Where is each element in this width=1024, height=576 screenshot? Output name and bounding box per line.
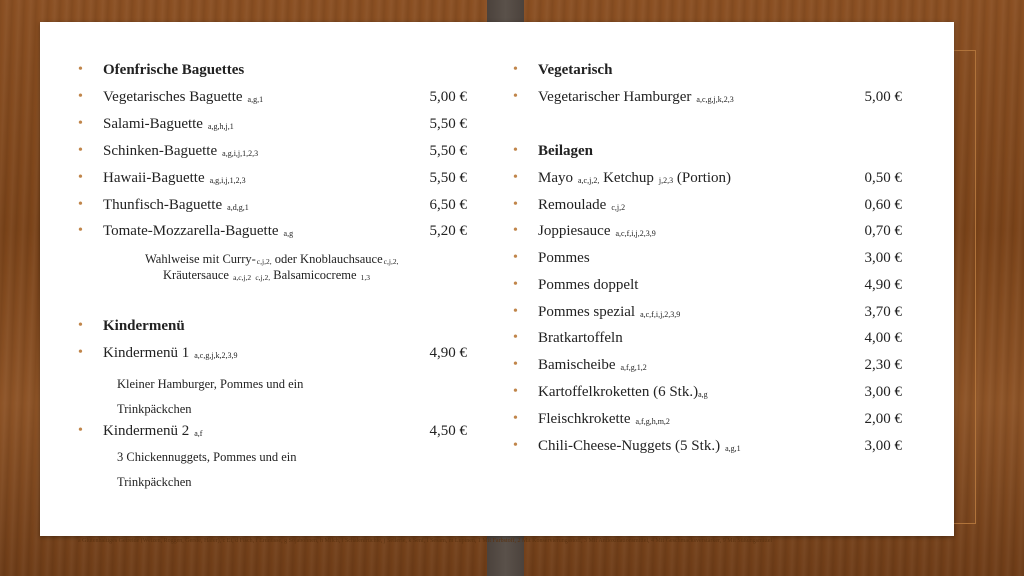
bullet-icon: • — [513, 357, 518, 372]
bullet-icon: • — [78, 89, 83, 104]
price: 6,50 € — [429, 197, 467, 213]
menu-item-chili-cheese-nuggets: • Chili-Cheese-Nuggets (5 Stk.) a,g,1 3,00 € — [513, 435, 902, 457]
bullet-icon: • — [513, 170, 518, 185]
menu-item-kindermenu-2: • Kindermenü 2 a,f 4,50 € — [78, 420, 467, 442]
bullet-icon: • — [78, 170, 83, 185]
menu-item-pommes: • Pommes 3,00 € — [513, 247, 902, 269]
menu-item-bamischeibe: • Bamischeibe a,f,g,1,2 2,30 € — [513, 354, 902, 376]
price: 0,70 € — [864, 223, 902, 239]
price: 4,90 € — [864, 277, 902, 293]
menu-item-thunfisch-baguette: • Thunfisch-Baguette a,d,g,1 6,50 € — [78, 194, 467, 216]
price: 2,30 € — [864, 357, 902, 373]
bullet-icon: • — [78, 116, 83, 131]
bullet-icon: • — [513, 384, 518, 399]
allergen-footnote: a Glutenhaltiges Getreide (Weizen, Roggen, Gerste, Hafer), c Ei, d Fisch, f Erdnüsse, g Sojabohnen, h Milch, i Schalenfrüchte, j Sellerie, k Senf, l Sesam, m Lupinen, 1 Mit Farbstoff, 2 Mit Konservierungsstoff, 3 Mit Antioxidationsmittel, 4 Mit Geschmacksverstärker, 9 Mit Süßungsmittel — [78, 538, 773, 544]
menu-item-pommes-doppelt: • Pommes doppelt 4,90 € — [513, 274, 902, 296]
sauce-note-line-1: Wahlweise mit Curry-c,j,2, oder Knoblauchsaucec,j,2, — [145, 252, 399, 266]
bullet-icon: • — [78, 197, 83, 212]
bullet-icon: • — [513, 197, 518, 212]
bullet-icon: • — [78, 62, 83, 77]
price: 3,70 € — [864, 304, 902, 320]
price: 3,00 € — [864, 438, 902, 454]
menu-item-salami-baguette: • Salami-Baguette a,g,h,j,1 5,50 € — [78, 113, 467, 135]
price: 4,50 € — [429, 423, 467, 439]
price: 5,00 € — [864, 89, 902, 105]
bullet-icon: • — [78, 345, 83, 360]
bullet-icon: • — [513, 143, 518, 158]
kindermenu-2-description: 3 Chickennuggets, Pommes und ein Trinkpäckchen — [117, 450, 297, 489]
price: 3,00 € — [864, 384, 902, 400]
price: 4,90 € — [429, 345, 467, 361]
price: 0,60 € — [864, 197, 902, 213]
price: 5,50 € — [429, 143, 467, 159]
menu-item-schinken-baguette: • Schinken-Baguette a,g,i,j,1,2,3 5,50 € — [78, 140, 467, 162]
menu-item-mayo-ketchup: • Mayo a,c,j,2, Ketchup j,2,3 (Portion) 0,50 € — [513, 167, 902, 189]
sauce-note-line-2: Kräutersauce a,c,j,2 c,j,2, Balsamicocreme 1,3 — [163, 268, 371, 282]
menu-item-joppiesauce: • Joppiesauce a,c,f,i,j,2,3,9 0,70 € — [513, 220, 902, 242]
price: 5,20 € — [429, 223, 467, 239]
bullet-icon: • — [513, 411, 518, 426]
bullet-icon: • — [78, 223, 83, 238]
price: 4,00 € — [864, 330, 902, 346]
menu-item-bratkartoffeln: • Bratkartoffeln 4,00 € — [513, 327, 902, 349]
menu-card: • Ofenfrische Baguettes • Vegetarisches Baguette a,g,1 5,00 € • Salami-Baguette a,g,h,j,1 5,50 € • Schinken-Baguette a,g,i,j,1,2,3 5,50 € • Hawaii-Baguette a,g,i,j,1,2,3 5,50 € • Thunfisch-Baguette a,d,g,1 6,50 € • Tomate-Mozzarella-Baguette a,g 5,20 € Wahlweise mit Curry-c,j,2, oder Knoblauchsaucec,j,2, Kräutersauce a,c,j,2 c,j,2, Balsamicocreme 1,3 • Kindermenü • Kindermenü 1 a,c,g,j,k,2,3,9 4,90 € Kleiner Hamburger, Pommes und ein Trinkpäckchen • Kindermenü 2 a,f 4,50 € 3 Chickennuggets, Pommes und ein Trinkpäckchen • Vegetarisch • Vegetarischer Hamburger a,c,g,j,k,2,3 5,00 € • Beilagen • Mayo a,c,j,2, Ketchup j,2,3 (Portion) 0,50 € • Remoulade c,j,2 0,60 € • Joppiesauce a,c,f,i,j,2,3,9 0,70 € • Pommes 3,00 € • Pommes doppelt 4,90 € • Pommes spezial a,c,f,i,j,2,3,9 3,70 € • Bratkartoffeln 4,00 € • Bamischeibe a,f,g,1,2 2,30 € • Kartoffelkroketten (6 Stk.)a,g 3,00 € • Fleischkrokette a,f,g,h,m,2 2,00 € • Chili-Cheese-Nuggets (5 Stk.) a,g,1 3,00 € — [40, 22, 954, 536]
price: 2,00 € — [864, 411, 902, 427]
menu-item-pommes-spezial: • Pommes spezial a,c,f,i,j,2,3,9 3,70 € — [513, 301, 902, 323]
bullet-icon: • — [513, 250, 518, 265]
bullet-icon: • — [513, 89, 518, 104]
bullet-icon: • — [78, 423, 83, 438]
kindermenu-1-description: Kleiner Hamburger, Pommes und ein Trinkpäckchen — [117, 377, 304, 416]
menu-item-tomate-mozzarella-baguette: • Tomate-Mozzarella-Baguette a,g 5,20 € — [78, 220, 467, 242]
bullet-icon: • — [513, 223, 518, 238]
menu-item-remoulade: • Remoulade c,j,2 0,60 € — [513, 194, 902, 216]
price: 5,50 € — [429, 116, 467, 132]
bullet-icon: • — [513, 62, 518, 77]
price: 5,00 € — [429, 89, 467, 105]
menu-item-kartoffelkroketten: • Kartoffelkroketten (6 Stk.)a,g 3,00 € — [513, 381, 902, 403]
bullet-icon: • — [513, 438, 518, 453]
bullet-icon: • — [78, 318, 83, 333]
price: 3,00 € — [864, 250, 902, 266]
price: 5,50 € — [429, 170, 467, 186]
menu-item-vegetarischer-hamburger: • Vegetarischer Hamburger a,c,g,j,k,2,3 5,00 € — [513, 86, 902, 108]
menu-item-kindermenu-1: • Kindermenü 1 a,c,g,j,k,2,3,9 4,90 € — [78, 342, 467, 364]
bullet-icon: • — [513, 277, 518, 292]
menu-item-hawaii-baguette: • Hawaii-Baguette a,g,i,j,1,2,3 5,50 € — [78, 167, 467, 189]
bullet-icon: • — [513, 304, 518, 319]
menu-item-vegetarisches-baguette: • Vegetarisches Baguette a,g,1 5,00 € — [78, 86, 467, 108]
bullet-icon: • — [78, 143, 83, 158]
bullet-icon: • — [513, 330, 518, 345]
price: 0,50 € — [864, 170, 902, 186]
menu-item-fleischkrokette: • Fleischkrokette a,f,g,h,m,2 2,00 € — [513, 408, 902, 430]
